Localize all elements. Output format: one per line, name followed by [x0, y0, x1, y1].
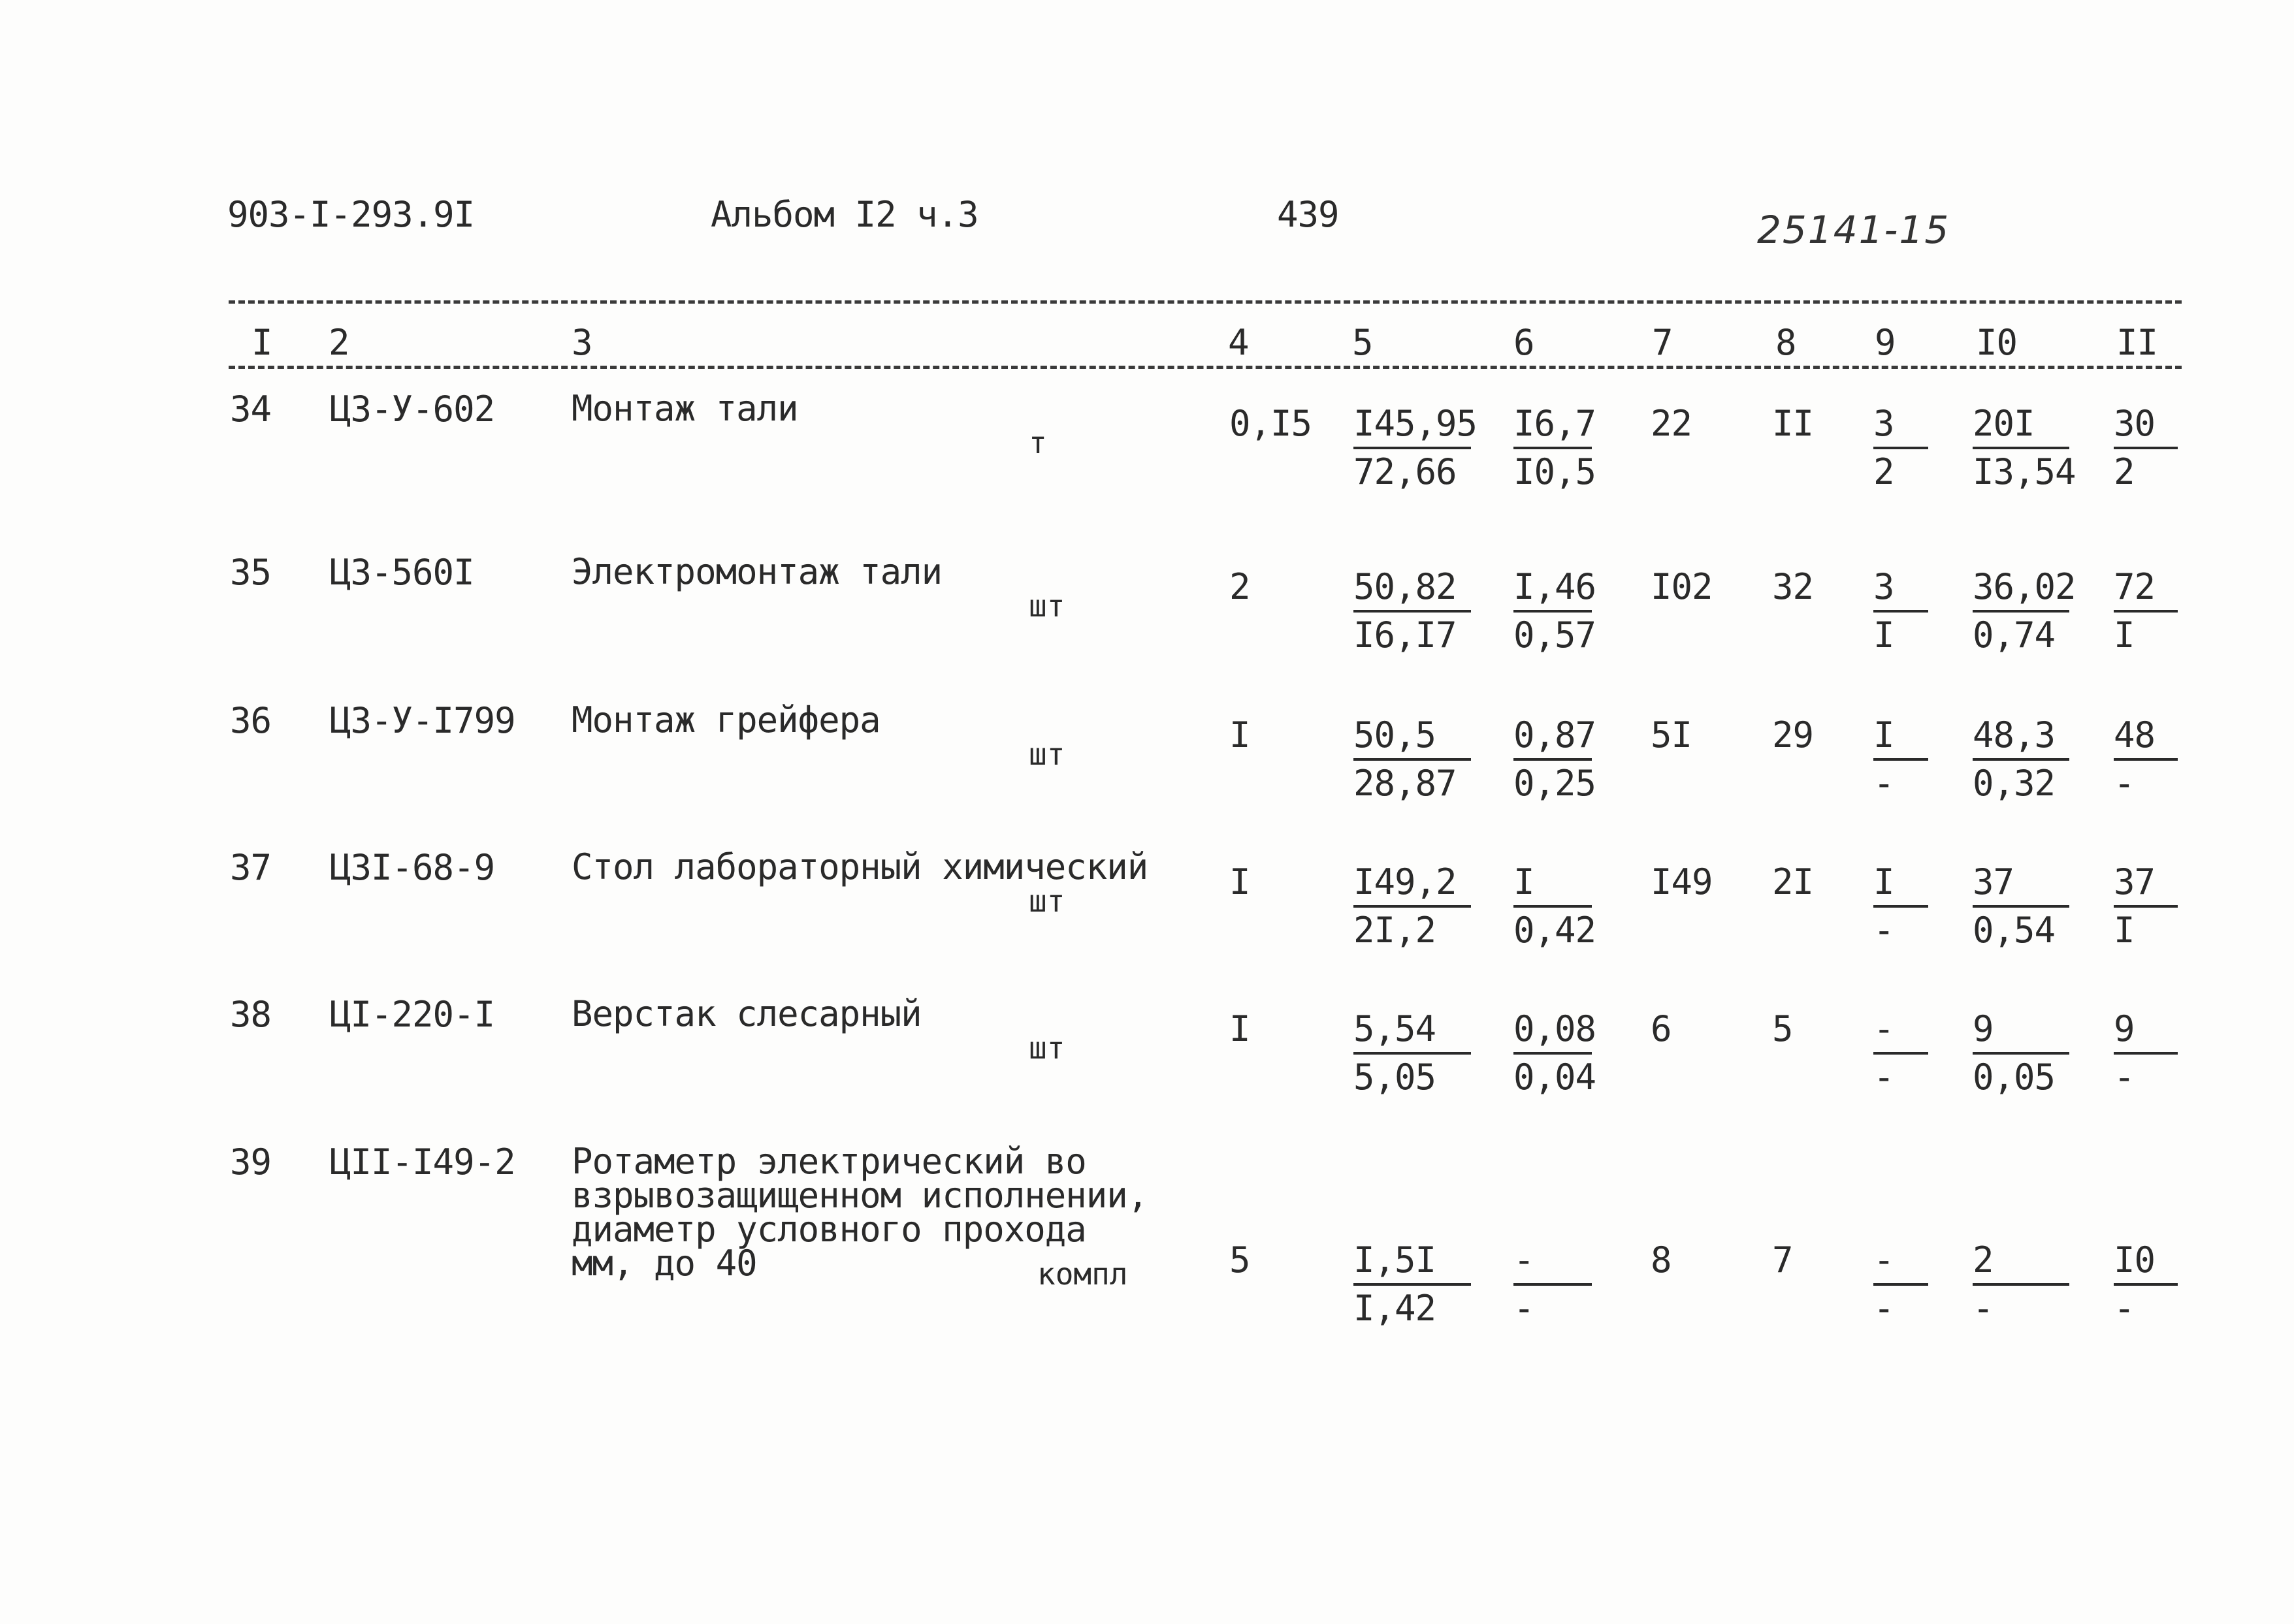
unit-of-measure: шт	[1029, 737, 1065, 772]
col9-denominator: -	[1873, 1288, 1894, 1329]
description-line: Стол лабораторный химический	[572, 846, 1148, 887]
column-header: 2	[329, 322, 349, 363]
col10-denominator: 0,32	[1973, 763, 2056, 804]
col5-denominator: 2I,2	[1353, 910, 1436, 951]
col5-denominator: I,42	[1353, 1288, 1436, 1329]
description-line: Монтаж грейфера	[572, 699, 880, 740]
col9-fraction-bar	[1873, 758, 1928, 761]
col10-fraction-bar	[1973, 610, 2069, 613]
col6-denominator: 0,25	[1513, 763, 1596, 804]
col11-denominator: 2	[2114, 451, 2135, 492]
col6-denominator: I0,5	[1513, 451, 1596, 492]
position-code: ЦЗ-У-602	[330, 389, 495, 430]
col9-numerator: I	[1873, 714, 1894, 756]
column-header: 7	[1652, 322, 1673, 363]
quantity: I	[1229, 714, 1250, 756]
col8-value: II	[1772, 403, 1814, 444]
quantity: 2	[1229, 566, 1250, 607]
col5-numerator: I49,2	[1353, 861, 1457, 902]
description-line: Верстак слесарный	[572, 993, 922, 1034]
col10-denominator: 0,54	[1973, 910, 2056, 951]
column-header: 6	[1513, 322, 1534, 363]
col9-denominator: -	[1873, 1057, 1894, 1098]
unit-of-measure: т	[1029, 425, 1047, 460]
col6-fraction-bar	[1513, 447, 1592, 449]
quantity: 5	[1229, 1239, 1250, 1281]
header-bottom-rule	[229, 366, 2182, 369]
column-header: 5	[1352, 322, 1373, 363]
col10-numerator: 9	[1973, 1008, 1994, 1049]
col7-value: 8	[1651, 1239, 1672, 1281]
col5-fraction-bar	[1353, 758, 1471, 761]
col10-denominator: 0,74	[1973, 614, 2056, 656]
col5-numerator: I45,95	[1353, 403, 1478, 444]
col9-fraction-bar	[1873, 610, 1928, 613]
work-description	[572, 993, 922, 1034]
col11-denominator: I	[2114, 910, 2135, 951]
col10-fraction-bar	[1973, 758, 2069, 761]
unit-of-measure: компл	[1037, 1256, 1128, 1292]
col6-fraction-bar	[1513, 610, 1592, 613]
col6-denominator: 0,04	[1513, 1057, 1596, 1098]
col9-denominator: -	[1873, 763, 1894, 804]
col7-value: 5I	[1651, 714, 1692, 756]
row-number: 38	[230, 994, 272, 1035]
col10-numerator: 37	[1973, 861, 2014, 902]
row-number: 39	[230, 1141, 272, 1183]
work-description	[572, 388, 798, 429]
column-header: 9	[1875, 322, 1896, 363]
quantity: 0,I5	[1229, 403, 1312, 444]
col5-fraction-bar	[1353, 905, 1471, 908]
description-line: Электромонтаж тали	[572, 551, 943, 592]
col9-denominator: I	[1873, 614, 1894, 656]
column-header: 8	[1775, 322, 1796, 363]
column-header: 3	[572, 322, 592, 363]
col9-numerator: -	[1873, 1239, 1894, 1281]
col5-numerator: 5,54	[1353, 1008, 1436, 1049]
position-code: ЦЗ-У-I799	[330, 700, 515, 741]
col5-numerator: 50,5	[1353, 714, 1436, 756]
col11-numerator: 72	[2114, 566, 2156, 607]
col10-numerator: 2	[1973, 1239, 1994, 1281]
row-number: 37	[230, 847, 272, 888]
col5-numerator: I,5I	[1353, 1239, 1436, 1281]
col8-value: 29	[1772, 714, 1814, 756]
col6-denominator: 0,42	[1513, 910, 1596, 951]
description-line: Ротаметр электрический во	[572, 1141, 1086, 1182]
col6-numerator: 0,08	[1513, 1008, 1596, 1049]
col7-value: 22	[1651, 403, 1692, 444]
col8-value: 32	[1772, 566, 1814, 607]
quantity: I	[1229, 1008, 1250, 1049]
row-number: 36	[230, 700, 272, 741]
col6-numerator: I	[1513, 861, 1534, 902]
col11-numerator: 48	[2114, 714, 2156, 756]
position-code: ЦЗ-560I	[330, 552, 474, 593]
col9-fraction-bar	[1873, 1283, 1928, 1286]
col11-denominator: I	[2114, 614, 2135, 656]
doc-code: 903-I-293.9I	[227, 194, 475, 235]
col5-numerator: 50,82	[1353, 566, 1457, 607]
col5-fraction-bar	[1353, 610, 1471, 613]
col10-denominator: I3,54	[1973, 451, 2076, 492]
col11-fraction-bar	[2114, 905, 2178, 908]
col11-numerator: 37	[2114, 861, 2156, 902]
col10-numerator: 36,02	[1973, 566, 2076, 607]
unit-of-measure: шт	[1029, 1030, 1065, 1066]
col10-numerator: 20I	[1973, 403, 2035, 444]
row-number: 35	[230, 552, 272, 593]
col5-fraction-bar	[1353, 1052, 1471, 1055]
col10-fraction-bar	[1973, 1283, 2069, 1286]
work-description	[572, 699, 880, 740]
col9-numerator: I	[1873, 861, 1894, 902]
col7-value: 6	[1651, 1008, 1672, 1049]
col10-fraction-bar	[1973, 905, 2069, 908]
col5-denominator: 5,05	[1353, 1057, 1436, 1098]
col9-numerator: -	[1873, 1008, 1894, 1049]
col11-denominator: -	[2114, 1288, 2135, 1329]
work-description	[572, 846, 1148, 887]
col8-value: 7	[1772, 1239, 1793, 1281]
col11-denominator: -	[2114, 763, 2135, 804]
col5-denominator: I6,I7	[1353, 614, 1457, 656]
position-code: ЦII-I49-2	[330, 1141, 515, 1183]
work-description	[572, 551, 943, 592]
description-line: диаметр условного прохода	[572, 1209, 1086, 1250]
col10-fraction-bar	[1973, 1052, 2069, 1055]
header-top-rule	[229, 300, 2182, 304]
col6-denominator: 0,57	[1513, 614, 1596, 656]
col7-value: I49	[1651, 861, 1713, 902]
column-header: I0	[1976, 322, 2018, 363]
column-header: 4	[1228, 322, 1249, 363]
col6-fraction-bar	[1513, 1052, 1592, 1055]
col9-numerator: 3	[1873, 566, 1894, 607]
col8-value: 2I	[1772, 861, 1814, 902]
quantity: I	[1229, 861, 1250, 902]
position-code: ЦI-220-I	[330, 994, 495, 1035]
col10-fraction-bar	[1973, 447, 2069, 449]
col11-fraction-bar	[2114, 447, 2178, 449]
col11-fraction-bar	[2114, 1283, 2178, 1286]
col6-fraction-bar	[1513, 905, 1592, 908]
col10-denominator: 0,05	[1973, 1057, 2056, 1098]
description-line: мм, до 40	[572, 1243, 757, 1284]
col11-fraction-bar	[2114, 758, 2178, 761]
col5-fraction-bar	[1353, 1283, 1471, 1286]
col10-denominator: -	[1973, 1288, 1994, 1329]
col11-numerator: 30	[2114, 403, 2156, 444]
col11-numerator: 9	[2114, 1008, 2135, 1049]
unit-of-measure: шт	[1029, 588, 1065, 624]
col6-numerator: -	[1513, 1239, 1534, 1281]
col9-numerator: 3	[1873, 403, 1894, 444]
col5-fraction-bar	[1353, 447, 1471, 449]
col6-denominator: -	[1513, 1288, 1534, 1329]
column-header: II	[2116, 322, 2158, 363]
col6-numerator: I,46	[1513, 566, 1596, 607]
col9-denominator: 2	[1873, 451, 1894, 492]
description-line: Монтаж тали	[572, 388, 798, 429]
col8-value: 5	[1772, 1008, 1793, 1049]
col6-numerator: 0,87	[1513, 714, 1596, 756]
col6-numerator: I6,7	[1513, 403, 1596, 444]
col9-fraction-bar	[1873, 1052, 1928, 1055]
position-code: ЦЗI-68-9	[330, 847, 495, 888]
col11-numerator: I0	[2114, 1239, 2156, 1281]
album-label: Альбом I2 ч.3	[711, 194, 978, 235]
column-header: I	[251, 322, 272, 363]
col11-fraction-bar	[2114, 1052, 2178, 1055]
col9-fraction-bar	[1873, 447, 1928, 449]
row-number: 34	[230, 389, 272, 430]
col5-denominator: 72,66	[1353, 451, 1457, 492]
handwritten-reference: 25141-15	[1757, 208, 1950, 252]
col5-denominator: 28,87	[1353, 763, 1457, 804]
col11-fraction-bar	[2114, 610, 2178, 613]
col10-numerator: 48,3	[1973, 714, 2056, 756]
unit-of-measure: шт	[1029, 884, 1065, 919]
col9-denominator: -	[1873, 910, 1894, 951]
col11-denominator: -	[2114, 1057, 2135, 1098]
col6-fraction-bar	[1513, 758, 1592, 761]
col9-fraction-bar	[1873, 905, 1928, 908]
col7-value: I02	[1651, 566, 1713, 607]
description-line: взрывозащищенном исполнении,	[572, 1175, 1148, 1216]
page-number: 439	[1277, 194, 1339, 235]
col6-fraction-bar	[1513, 1283, 1592, 1286]
